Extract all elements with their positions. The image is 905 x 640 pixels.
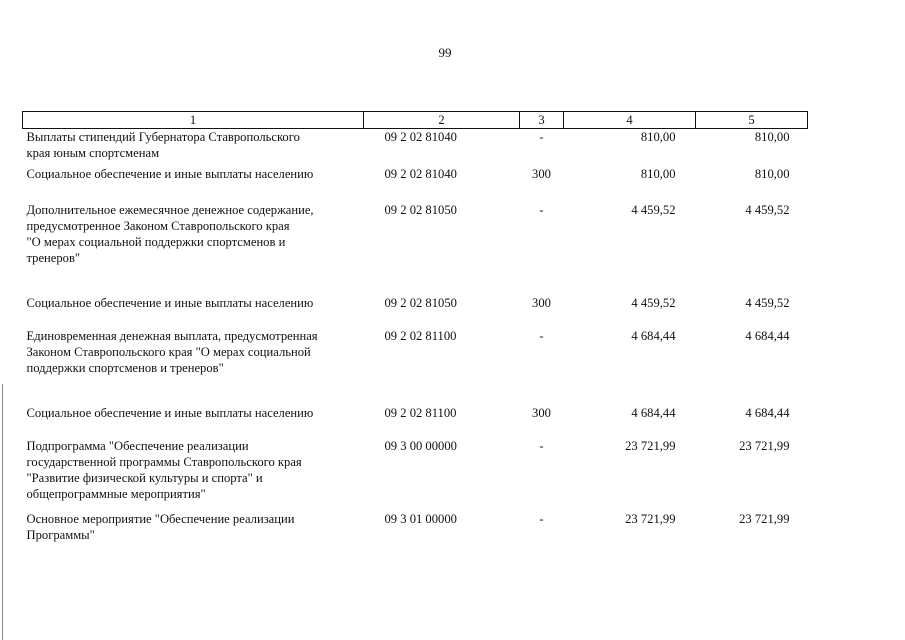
row-value-col4: 4 684,44 bbox=[631, 328, 676, 343]
table-body bbox=[23, 129, 808, 551]
description-line: Дополнительное ежемесячное денежное содержание, bbox=[26, 202, 314, 217]
description-line: "Развитие физической культуры и спорта" и bbox=[26, 470, 263, 485]
row-expense-type: - bbox=[539, 438, 544, 453]
row-value-col5: 810,00 bbox=[754, 130, 790, 144]
row-expense-type: - bbox=[539, 130, 544, 144]
row-code: 09 2 02 81050 bbox=[384, 202, 457, 217]
header-cell-5: 5 bbox=[696, 112, 808, 129]
table-row bbox=[23, 295, 808, 328]
description-line: общепрограммные мероприятия" bbox=[26, 486, 206, 501]
row-value-col4: 810,00 bbox=[640, 166, 676, 181]
description-line: Программы" bbox=[26, 527, 95, 542]
description-line: "О мерах социальной поддержки спортсменов и bbox=[26, 234, 286, 249]
header-cell-4: 4 bbox=[564, 112, 696, 129]
row-value-col4: 4 684,44 bbox=[631, 405, 676, 420]
row-code: 09 3 01 00000 bbox=[384, 511, 457, 526]
table-row bbox=[23, 202, 808, 295]
row-description bbox=[23, 511, 364, 551]
row-value-col4: 23 721,99 bbox=[625, 438, 676, 453]
row-description bbox=[23, 328, 364, 405]
header-cell-3: 3 bbox=[520, 112, 564, 129]
table-row bbox=[23, 405, 808, 438]
budget-table bbox=[22, 111, 808, 551]
row-code: 09 2 02 81100 bbox=[384, 328, 457, 343]
table-row bbox=[23, 328, 808, 405]
description-line: Социальное обеспечение и иные выплаты населению bbox=[26, 405, 314, 420]
table-row bbox=[23, 511, 808, 551]
row-value-col5: 4 684,44 bbox=[745, 405, 790, 420]
row-code: 09 2 02 81040 bbox=[384, 130, 457, 144]
header-cell-1: 1 bbox=[23, 112, 364, 129]
row-description bbox=[23, 295, 364, 328]
row-code: 09 2 02 81050 bbox=[384, 295, 457, 310]
header-cell-2: 2 bbox=[364, 112, 520, 129]
description-line: Единовременная денежная выплата, предусмотренная bbox=[26, 328, 318, 343]
row-value-col5: 810,00 bbox=[754, 166, 790, 181]
row-code: 09 3 00 00000 bbox=[384, 438, 457, 453]
description-line: Социальное обеспечение и иные выплаты населению bbox=[26, 166, 314, 181]
row-value-col5: 4 459,52 bbox=[745, 202, 790, 217]
description-line: Социальное обеспечение и иные выплаты населению bbox=[26, 295, 314, 310]
row-value-col4: 23 721,99 bbox=[625, 511, 676, 526]
description-line: Подпрограмма "Обеспечение реализации bbox=[26, 438, 249, 453]
row-value-col5: 4 684,44 bbox=[745, 328, 790, 343]
row-expense-type: 300 bbox=[532, 166, 551, 181]
row-expense-type: - bbox=[539, 328, 544, 343]
row-expense-type: 300 bbox=[532, 295, 551, 310]
row-value-col5: 23 721,99 bbox=[739, 511, 790, 526]
row-value-col4: 4 459,52 bbox=[631, 295, 676, 310]
row-code: 09 2 02 81100 bbox=[384, 405, 457, 420]
header-row bbox=[23, 112, 808, 129]
table-row bbox=[23, 438, 808, 511]
description-line: тренеров" bbox=[26, 250, 81, 265]
row-expense-type: - bbox=[539, 202, 544, 217]
table-row bbox=[23, 129, 808, 166]
description-line: Выплаты стипендий Губернатора Ставропольского bbox=[26, 130, 300, 144]
description-line: края юным спортсменам bbox=[26, 146, 160, 160]
row-value-col5: 23 721,99 bbox=[739, 438, 790, 453]
row-value-col4: 4 459,52 bbox=[631, 202, 676, 217]
table-row bbox=[23, 166, 808, 202]
description-line: предусмотренное Законом Ставропольского края bbox=[26, 218, 290, 233]
margin-rule bbox=[2, 384, 3, 640]
row-code: 09 2 02 81040 bbox=[384, 166, 457, 181]
description-line: государственной программы Ставропольского края bbox=[26, 454, 302, 469]
row-description bbox=[23, 405, 364, 438]
row-value-col4: 810,00 bbox=[640, 130, 676, 144]
row-expense-type: 300 bbox=[532, 405, 551, 420]
page-number: 99 bbox=[438, 45, 452, 60]
row-value-col5: 4 459,52 bbox=[745, 295, 790, 310]
row-expense-type: - bbox=[539, 511, 544, 526]
row-description bbox=[23, 202, 364, 295]
row-description bbox=[23, 166, 364, 202]
description-line: Законом Ставропольского края "О мерах социальной bbox=[26, 344, 311, 359]
row-description bbox=[23, 129, 364, 166]
row-description bbox=[23, 438, 364, 511]
description-line: Основное мероприятие "Обеспечение реализации bbox=[26, 511, 295, 526]
description-line: поддержки спортсменов и тренеров" bbox=[26, 360, 224, 375]
